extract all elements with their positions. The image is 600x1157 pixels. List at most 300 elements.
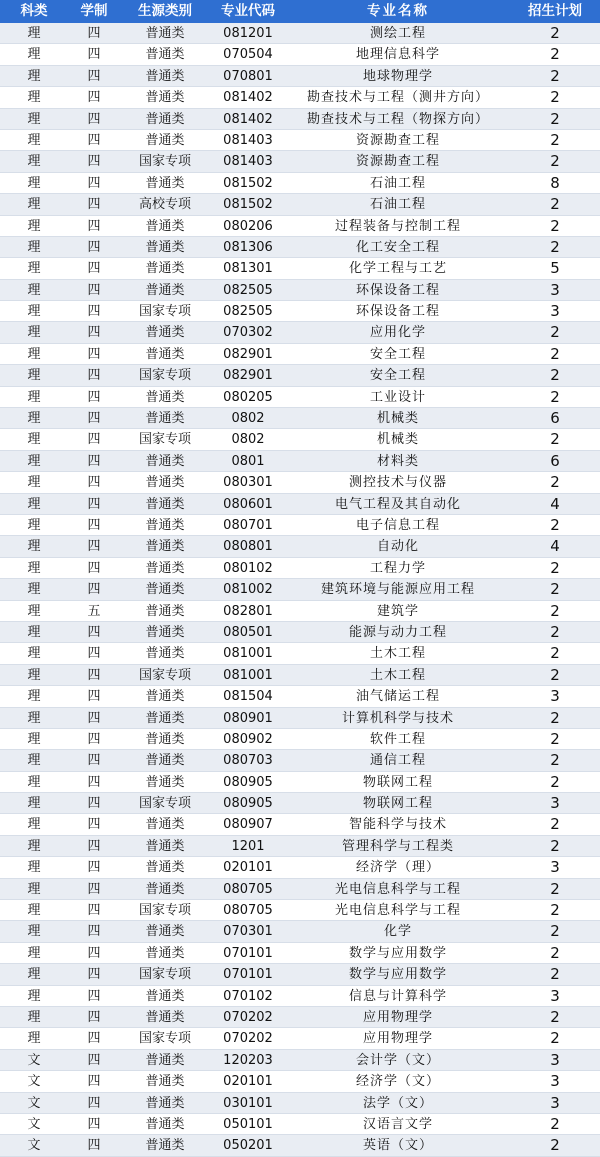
cell-student-type: 普通类 bbox=[145, 1009, 185, 1025]
cell-enrollment-plan: 2 bbox=[550, 601, 560, 620]
cell-duration: 四 bbox=[87, 560, 101, 576]
cell-duration: 四 bbox=[87, 517, 101, 533]
cell-major-name: 软件工程 bbox=[369, 731, 426, 747]
cell-major-code: 080907 bbox=[223, 817, 273, 833]
cell-category: 理 bbox=[27, 68, 41, 84]
cell-duration: 四 bbox=[87, 903, 101, 919]
cell-major-code: 080501 bbox=[223, 624, 273, 640]
cell-duration: 四 bbox=[87, 68, 101, 84]
cell-category: 文 bbox=[27, 1052, 41, 1068]
cell-major-name: 石油工程 bbox=[369, 197, 426, 213]
cell-major-code: 070302 bbox=[223, 325, 273, 341]
cell-category: 理 bbox=[27, 903, 41, 919]
cell-enrollment-plan: 2 bbox=[550, 88, 560, 107]
header-category: 科类 bbox=[20, 3, 48, 19]
cell-enrollment-plan: 2 bbox=[550, 24, 560, 42]
cell-category: 理 bbox=[27, 411, 41, 427]
cell-duration: 四 bbox=[87, 325, 101, 341]
cell-student-type: 普通类 bbox=[145, 175, 185, 191]
cell-major-name: 环保设备工程 bbox=[355, 304, 440, 320]
table-row bbox=[0, 301, 600, 322]
header-duration: 学制 bbox=[80, 3, 108, 19]
cell-category: 理 bbox=[27, 325, 41, 341]
cell-major-name: 土木工程 bbox=[369, 646, 426, 662]
cell-major-code: 081402 bbox=[223, 111, 273, 127]
table-row bbox=[0, 66, 600, 87]
cell-enrollment-plan: 2 bbox=[550, 965, 560, 984]
cell-enrollment-plan: 2 bbox=[550, 1136, 560, 1155]
cell-enrollment-plan: 2 bbox=[550, 237, 560, 256]
table-row bbox=[0, 622, 600, 643]
table-row bbox=[0, 109, 600, 130]
cell-student-type: 普通类 bbox=[145, 560, 185, 576]
cell-student-type: 普通类 bbox=[145, 26, 185, 41]
cell-duration: 四 bbox=[87, 132, 101, 148]
cell-category: 理 bbox=[27, 239, 41, 255]
header-student-type: 生源类别 bbox=[138, 3, 192, 19]
cell-duration: 四 bbox=[87, 282, 101, 298]
table-row bbox=[0, 579, 600, 600]
table-header-row bbox=[0, 0, 600, 23]
cell-enrollment-plan: 3 bbox=[550, 280, 560, 299]
cell-major-code: 081001 bbox=[223, 667, 273, 683]
cell-category: 理 bbox=[27, 154, 41, 170]
cell-enrollment-plan: 2 bbox=[550, 751, 560, 770]
cell-major-code: 080205 bbox=[223, 389, 273, 405]
table-row bbox=[0, 515, 600, 536]
cell-major-name: 化学工程与工艺 bbox=[348, 261, 447, 277]
cell-duration: 四 bbox=[87, 411, 101, 427]
cell-major-name: 土木工程 bbox=[369, 667, 426, 683]
cell-student-type: 普通类 bbox=[145, 282, 185, 298]
cell-major-name: 光电信息科学与工程 bbox=[334, 881, 461, 897]
cell-category: 文 bbox=[27, 1138, 41, 1154]
table-row bbox=[0, 772, 600, 793]
cell-student-type: 国家专项 bbox=[138, 304, 191, 320]
table-row bbox=[0, 322, 600, 343]
cell-category: 理 bbox=[27, 346, 41, 362]
table-row bbox=[0, 130, 600, 151]
table-row bbox=[0, 986, 600, 1007]
cell-duration: 四 bbox=[87, 475, 101, 491]
cell-major-code: 082901 bbox=[223, 368, 273, 384]
cell-enrollment-plan: 3 bbox=[550, 858, 560, 877]
cell-enrollment-plan: 2 bbox=[550, 216, 560, 235]
cell-category: 理 bbox=[27, 453, 41, 469]
cell-major-code: 070101 bbox=[223, 967, 273, 983]
cell-major-name: 材料类 bbox=[376, 453, 419, 469]
cell-student-type: 普通类 bbox=[145, 111, 185, 127]
cell-category: 理 bbox=[27, 646, 41, 662]
cell-major-code: 082505 bbox=[223, 282, 273, 298]
cell-category: 理 bbox=[27, 967, 41, 983]
cell-duration: 四 bbox=[87, 1116, 101, 1132]
cell-student-type: 普通类 bbox=[145, 1052, 185, 1068]
table-row bbox=[0, 387, 600, 408]
table-row bbox=[0, 237, 600, 258]
cell-major-code: 030101 bbox=[223, 1095, 273, 1111]
cell-major-name: 机械类 bbox=[376, 411, 419, 427]
cell-major-code: 1201 bbox=[231, 838, 265, 854]
cell-student-type: 普通类 bbox=[145, 731, 185, 747]
cell-enrollment-plan: 2 bbox=[550, 622, 560, 641]
cell-major-name: 经济学（理） bbox=[355, 860, 440, 876]
cell-duration: 四 bbox=[87, 239, 101, 255]
cell-category: 理 bbox=[27, 988, 41, 1004]
cell-major-code: 080701 bbox=[223, 517, 273, 533]
cell-duration: 四 bbox=[87, 1095, 101, 1111]
cell-student-type: 普通类 bbox=[145, 774, 185, 790]
cell-major-name: 应用物理学 bbox=[362, 1009, 433, 1025]
cell-duration: 四 bbox=[87, 860, 101, 876]
cell-major-name: 物联网工程 bbox=[362, 796, 433, 812]
cell-major-code: 081301 bbox=[223, 261, 273, 277]
table-row bbox=[0, 601, 600, 622]
cell-category: 理 bbox=[27, 26, 41, 41]
table-row bbox=[0, 1135, 600, 1156]
cell-major-code: 0802 bbox=[231, 411, 265, 427]
cell-major-name: 环保设备工程 bbox=[355, 282, 440, 298]
cell-major-name: 工业设计 bbox=[369, 389, 426, 405]
table-body bbox=[0, 23, 600, 1157]
cell-student-type: 国家专项 bbox=[138, 967, 191, 983]
cell-category: 理 bbox=[27, 517, 41, 533]
cell-major-name: 智能科学与技术 bbox=[348, 817, 447, 833]
cell-student-type: 普通类 bbox=[145, 411, 185, 427]
cell-category: 理 bbox=[27, 582, 41, 598]
cell-student-type: 普通类 bbox=[145, 496, 185, 512]
cell-student-type: 国家专项 bbox=[138, 154, 191, 170]
cell-student-type: 国家专项 bbox=[138, 667, 191, 683]
cell-enrollment-plan: 3 bbox=[550, 1050, 560, 1069]
table-row bbox=[0, 814, 600, 835]
cell-category: 理 bbox=[27, 90, 41, 106]
cell-duration: 四 bbox=[87, 90, 101, 106]
cell-category: 理 bbox=[27, 624, 41, 640]
cell-duration: 四 bbox=[87, 539, 101, 555]
cell-major-code: 070801 bbox=[223, 68, 273, 84]
cell-major-code: 081502 bbox=[223, 175, 273, 191]
cell-category: 理 bbox=[27, 710, 41, 726]
cell-duration: 四 bbox=[87, 26, 101, 41]
cell-enrollment-plan: 2 bbox=[550, 366, 560, 385]
cell-duration: 四 bbox=[87, 689, 101, 705]
cell-major-name: 地球物理学 bbox=[362, 68, 433, 84]
cell-enrollment-plan: 2 bbox=[550, 430, 560, 449]
table-row bbox=[0, 665, 600, 686]
cell-duration: 四 bbox=[87, 496, 101, 512]
cell-duration: 五 bbox=[87, 603, 101, 619]
table-row bbox=[0, 536, 600, 557]
cell-student-type: 国家专项 bbox=[138, 903, 191, 919]
cell-enrollment-plan: 2 bbox=[550, 1114, 560, 1133]
table-row bbox=[0, 964, 600, 985]
cell-category: 理 bbox=[27, 1009, 41, 1025]
table-row bbox=[0, 686, 600, 707]
cell-major-name: 建筑学 bbox=[376, 603, 419, 619]
cell-category: 理 bbox=[27, 368, 41, 384]
cell-category: 理 bbox=[27, 796, 41, 812]
header-major-name: 专业名称 bbox=[367, 3, 429, 19]
cell-enrollment-plan: 2 bbox=[550, 344, 560, 363]
table-row bbox=[0, 1071, 600, 1092]
cell-major-code: 080801 bbox=[223, 539, 273, 555]
cell-student-type: 普通类 bbox=[145, 945, 185, 961]
cell-major-name: 电气工程及其自动化 bbox=[334, 496, 461, 512]
cell-major-name: 物联网工程 bbox=[362, 774, 433, 790]
cell-category: 理 bbox=[27, 304, 41, 320]
table-row bbox=[0, 429, 600, 450]
cell-major-name: 经济学（文） bbox=[355, 1074, 440, 1090]
cell-category: 理 bbox=[27, 924, 41, 940]
table-row bbox=[0, 408, 600, 429]
cell-enrollment-plan: 3 bbox=[550, 1072, 560, 1091]
cell-duration: 四 bbox=[87, 1009, 101, 1025]
cell-enrollment-plan: 2 bbox=[550, 109, 560, 128]
cell-major-name: 信息与计算科学 bbox=[348, 988, 447, 1004]
cell-enrollment-plan: 2 bbox=[550, 644, 560, 663]
cell-duration: 四 bbox=[87, 197, 101, 213]
cell-student-type: 普通类 bbox=[145, 988, 185, 1004]
cell-duration: 四 bbox=[87, 924, 101, 940]
cell-student-type: 普通类 bbox=[145, 1074, 185, 1090]
cell-major-code: 120203 bbox=[223, 1052, 273, 1068]
table-row bbox=[0, 900, 600, 921]
cell-category: 理 bbox=[27, 774, 41, 790]
cell-student-type: 普通类 bbox=[145, 603, 185, 619]
cell-student-type: 普通类 bbox=[145, 860, 185, 876]
cell-major-name: 管理科学与工程类 bbox=[341, 838, 454, 854]
cell-major-code: 080902 bbox=[223, 731, 273, 747]
cell-enrollment-plan: 3 bbox=[550, 302, 560, 321]
cell-major-name: 数学与应用数学 bbox=[348, 945, 447, 961]
cell-major-code: 080705 bbox=[223, 881, 273, 897]
cell-category: 理 bbox=[27, 838, 41, 854]
cell-enrollment-plan: 3 bbox=[550, 687, 560, 706]
table-row bbox=[0, 879, 600, 900]
cell-major-name: 光电信息科学与工程 bbox=[334, 903, 461, 919]
table-row bbox=[0, 151, 600, 172]
cell-duration: 四 bbox=[87, 881, 101, 897]
cell-major-code: 081403 bbox=[223, 154, 273, 170]
cell-student-type: 国家专项 bbox=[138, 796, 191, 812]
cell-major-code: 080901 bbox=[223, 710, 273, 726]
cell-duration: 四 bbox=[87, 218, 101, 234]
cell-enrollment-plan: 4 bbox=[550, 537, 560, 556]
cell-enrollment-plan: 2 bbox=[550, 1029, 560, 1048]
cell-duration: 四 bbox=[87, 346, 101, 362]
cell-student-type: 普通类 bbox=[145, 624, 185, 640]
cell-enrollment-plan: 2 bbox=[550, 515, 560, 534]
table-row bbox=[0, 750, 600, 771]
cell-category: 文 bbox=[27, 1074, 41, 1090]
cell-enrollment-plan: 2 bbox=[550, 1007, 560, 1026]
cell-duration: 四 bbox=[87, 261, 101, 277]
cell-enrollment-plan: 5 bbox=[550, 259, 560, 278]
cell-major-code: 020101 bbox=[223, 1074, 273, 1090]
cell-student-type: 普通类 bbox=[145, 517, 185, 533]
table-row bbox=[0, 558, 600, 579]
cell-major-name: 安全工程 bbox=[369, 368, 426, 384]
cell-enrollment-plan: 3 bbox=[550, 986, 560, 1005]
cell-student-type: 高校专项 bbox=[138, 197, 191, 213]
cell-student-type: 普通类 bbox=[145, 90, 185, 106]
cell-enrollment-plan: 2 bbox=[550, 901, 560, 920]
cell-student-type: 普通类 bbox=[145, 582, 185, 598]
cell-duration: 四 bbox=[87, 731, 101, 747]
cell-major-name: 工程力学 bbox=[369, 560, 426, 576]
cell-duration: 四 bbox=[87, 817, 101, 833]
cell-enrollment-plan: 3 bbox=[550, 794, 560, 813]
cell-major-code: 0801 bbox=[231, 453, 265, 469]
cell-enrollment-plan: 3 bbox=[550, 1093, 560, 1112]
cell-duration: 四 bbox=[87, 432, 101, 448]
table-row bbox=[0, 1028, 600, 1049]
cell-duration: 四 bbox=[87, 47, 101, 63]
cell-enrollment-plan: 6 bbox=[550, 451, 560, 470]
cell-student-type: 普通类 bbox=[145, 239, 185, 255]
cell-major-code: 080905 bbox=[223, 774, 273, 790]
cell-duration: 四 bbox=[87, 1052, 101, 1068]
cell-major-code: 070301 bbox=[223, 924, 273, 940]
table-row bbox=[0, 87, 600, 108]
cell-student-type: 普通类 bbox=[145, 261, 185, 277]
cell-major-code: 050201 bbox=[223, 1138, 273, 1154]
cell-major-code: 070102 bbox=[223, 988, 273, 1004]
cell-duration: 四 bbox=[87, 453, 101, 469]
cell-student-type: 普通类 bbox=[145, 817, 185, 833]
cell-student-type: 普通类 bbox=[145, 325, 185, 341]
cell-student-type: 普通类 bbox=[145, 346, 185, 362]
cell-major-code: 080301 bbox=[223, 475, 273, 491]
cell-major-name: 测绘工程 bbox=[369, 26, 426, 41]
cell-major-code: 081306 bbox=[223, 239, 273, 255]
cell-enrollment-plan: 2 bbox=[550, 708, 560, 727]
cell-category: 理 bbox=[27, 496, 41, 512]
cell-duration: 四 bbox=[87, 624, 101, 640]
cell-student-type: 普通类 bbox=[145, 1095, 185, 1111]
cell-student-type: 普通类 bbox=[145, 646, 185, 662]
cell-enrollment-plan: 2 bbox=[550, 387, 560, 406]
cell-enrollment-plan: 6 bbox=[550, 409, 560, 428]
table-row bbox=[0, 280, 600, 301]
cell-student-type: 普通类 bbox=[145, 1138, 185, 1154]
cell-student-type: 普通类 bbox=[145, 389, 185, 405]
header-major-code: 专业代码 bbox=[221, 3, 275, 19]
cell-category: 理 bbox=[27, 689, 41, 705]
cell-major-name: 计算机科学与技术 bbox=[341, 710, 454, 726]
cell-major-code: 070504 bbox=[223, 47, 273, 63]
cell-duration: 四 bbox=[87, 154, 101, 170]
cell-major-code: 080206 bbox=[223, 218, 273, 234]
cell-student-type: 国家专项 bbox=[138, 432, 191, 448]
cell-major-name: 测控技术与仪器 bbox=[348, 475, 447, 491]
cell-major-name: 化学 bbox=[383, 924, 412, 940]
cell-major-name: 化工安全工程 bbox=[355, 239, 440, 255]
table-row bbox=[0, 216, 600, 237]
cell-duration: 四 bbox=[87, 111, 101, 127]
cell-major-name: 地理信息科学 bbox=[355, 47, 440, 63]
cell-enrollment-plan: 2 bbox=[550, 152, 560, 171]
cell-enrollment-plan: 2 bbox=[550, 45, 560, 64]
cell-major-name: 应用物理学 bbox=[362, 1031, 433, 1047]
cell-major-code: 081001 bbox=[223, 646, 273, 662]
cell-major-code: 082505 bbox=[223, 304, 273, 320]
cell-enrollment-plan: 2 bbox=[550, 473, 560, 492]
cell-category: 理 bbox=[27, 389, 41, 405]
table-row bbox=[0, 44, 600, 65]
table-row bbox=[0, 921, 600, 942]
cell-major-name: 安全工程 bbox=[369, 346, 426, 362]
cell-category: 理 bbox=[27, 667, 41, 683]
cell-major-code: 070202 bbox=[223, 1031, 273, 1047]
cell-major-name: 数学与应用数学 bbox=[348, 967, 447, 983]
table-row bbox=[0, 23, 600, 44]
cell-duration: 四 bbox=[87, 967, 101, 983]
cell-duration: 四 bbox=[87, 1074, 101, 1090]
cell-major-name: 自动化 bbox=[376, 539, 419, 555]
cell-duration: 四 bbox=[87, 1138, 101, 1154]
cell-student-type: 普通类 bbox=[145, 68, 185, 84]
cell-major-name: 应用化学 bbox=[369, 325, 426, 341]
cell-category: 文 bbox=[27, 1116, 41, 1132]
table-row bbox=[0, 451, 600, 472]
cell-student-type: 普通类 bbox=[145, 710, 185, 726]
cell-duration: 四 bbox=[87, 945, 101, 961]
cell-category: 理 bbox=[27, 261, 41, 277]
cell-duration: 四 bbox=[87, 753, 101, 769]
cell-student-type: 普通类 bbox=[145, 218, 185, 234]
cell-student-type: 普通类 bbox=[145, 47, 185, 63]
cell-enrollment-plan: 2 bbox=[550, 323, 560, 342]
table-row bbox=[0, 793, 600, 814]
table-row bbox=[0, 1007, 600, 1028]
table-row bbox=[0, 494, 600, 515]
cell-duration: 四 bbox=[87, 667, 101, 683]
cell-major-name: 勘查技术与工程（物探方向） bbox=[306, 111, 489, 127]
cell-student-type: 普通类 bbox=[145, 881, 185, 897]
cell-major-name: 英语（文） bbox=[362, 1138, 433, 1154]
cell-enrollment-plan: 2 bbox=[550, 195, 560, 214]
cell-major-name: 能源与动力工程 bbox=[348, 624, 447, 640]
cell-duration: 四 bbox=[87, 368, 101, 384]
cell-enrollment-plan: 2 bbox=[550, 772, 560, 791]
cell-major-code: 082801 bbox=[223, 603, 273, 619]
cell-major-code: 081403 bbox=[223, 132, 273, 148]
cell-enrollment-plan: 2 bbox=[550, 836, 560, 855]
cell-category: 理 bbox=[27, 475, 41, 491]
cell-category: 理 bbox=[27, 111, 41, 127]
cell-category: 理 bbox=[27, 218, 41, 234]
cell-major-name: 建筑环境与能源应用工程 bbox=[320, 582, 475, 598]
cell-major-code: 050101 bbox=[223, 1116, 273, 1132]
cell-category: 理 bbox=[27, 132, 41, 148]
cell-enrollment-plan: 2 bbox=[550, 665, 560, 684]
header-enrollment-plan: 招生计划 bbox=[528, 3, 582, 19]
cell-student-type: 普通类 bbox=[145, 838, 185, 854]
cell-enrollment-plan: 2 bbox=[550, 815, 560, 834]
cell-enrollment-plan: 2 bbox=[550, 943, 560, 962]
cell-duration: 四 bbox=[87, 304, 101, 320]
cell-category: 理 bbox=[27, 881, 41, 897]
cell-duration: 四 bbox=[87, 175, 101, 191]
cell-major-name: 资源勘查工程 bbox=[355, 154, 440, 170]
table-row bbox=[0, 857, 600, 878]
table-row bbox=[0, 173, 600, 194]
cell-student-type: 普通类 bbox=[145, 924, 185, 940]
table-row bbox=[0, 708, 600, 729]
cell-major-name: 通信工程 bbox=[369, 753, 426, 769]
